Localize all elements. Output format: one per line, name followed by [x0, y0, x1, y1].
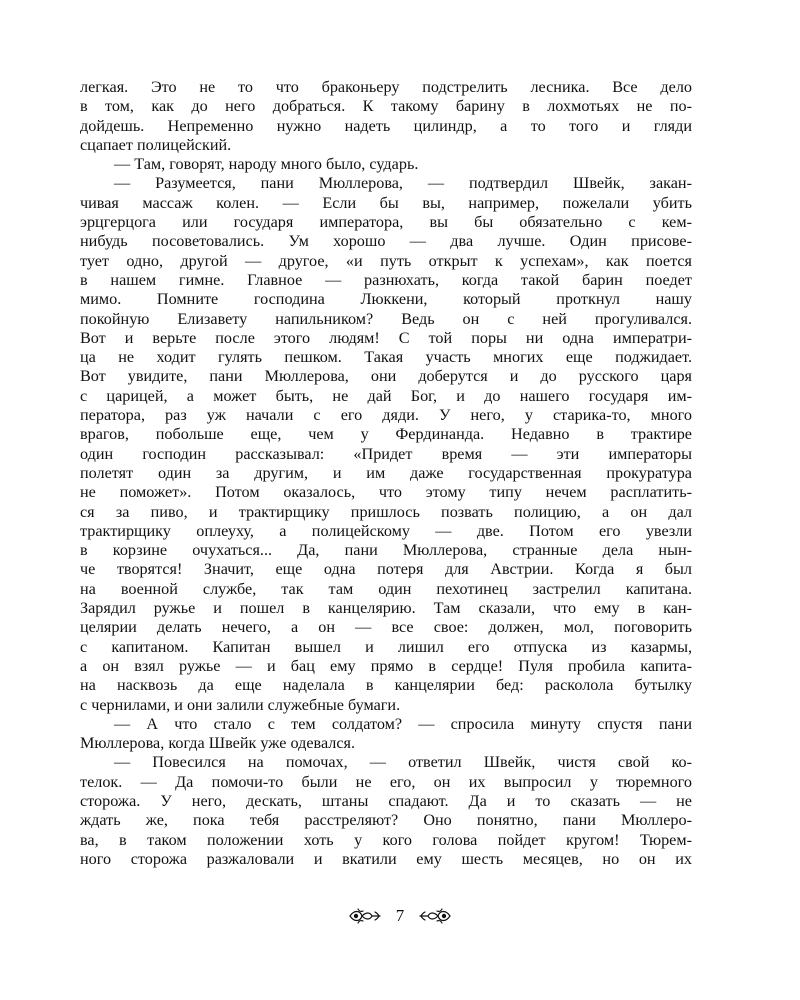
- text-line: Вот и верьте после этого людям! С той поры ни одна императри-: [80, 328, 692, 347]
- text-line: — Разумеется, пани Мюллерова, — подтвердил Швейк, закан-: [114, 174, 692, 193]
- text-line: тует одно, другой — другое, «и путь открыт к успехам», как поется: [80, 251, 692, 270]
- text-line: чивая массаж колен. — Если бы вы, например, пожелали убить: [80, 193, 692, 212]
- text-line: ва, в таком положении хоть у кого голова пойдет кругом! Тюрем-: [80, 830, 692, 849]
- text-line: в том, как до него добраться. К такому барину в лохмотьях не по-: [80, 97, 692, 116]
- text-line: Зарядил ружье и пошел в канцелярию. Там сказали, что ему в кан-: [80, 599, 692, 618]
- book-page-text: [80, 78, 692, 869]
- text-line: а он взял ружье — и бац ему прямо в сердце! Пуля пробила капита-: [80, 656, 692, 675]
- text-line: на насквозь да еще наделала в канцелярии бед: расколола бутылку: [80, 676, 692, 695]
- page-number: 7: [395, 906, 405, 925]
- text-line: трактирщику оплеуху, а полицейскому — две. Потом его увезли: [80, 521, 692, 540]
- text-line: — А что стало с тем солдатом? — спросила минуту спустя пани: [114, 714, 692, 733]
- text-line: сторожа. У него, дескать, штаны спадают. Да и то сказать — не: [80, 791, 692, 810]
- text-line: целярии делать нечего, а он — все свое: должен, мол, поговорить: [80, 618, 692, 637]
- text-line: с царицей, а может быть, не дай Бог, и до нашего государя им-: [80, 386, 692, 405]
- text-line: че творятся! Значит, еще одна потеря для Австрии. Когда я был: [80, 560, 692, 579]
- text-line: нибудь посоветовались. Ум хорошо — два лучше. Один присове-: [80, 232, 692, 251]
- text-line: в корзине очухаться... Да, пани Мюллерова, странные дела нын-: [80, 541, 692, 560]
- text-line: с капитаном. Капитан вышел и лишил его отпуска из казармы,: [80, 637, 692, 656]
- text-line: один господин рассказывал: «Придет время — эти императоры: [80, 444, 692, 463]
- text-line: — Там, говорят, народу много было, сударь.: [114, 155, 419, 174]
- text-line: ца не ходит гулять пешком. Такая участь многих еще поджидает.: [80, 348, 692, 367]
- text-line: эрцгерцога или государя императора, вы бы обязательно с кем-: [80, 213, 692, 232]
- text-line: врагов, побольше еще, чем у Фердинанда. Недавно в трактире: [80, 425, 692, 444]
- fleuron-ornament-right-icon: [418, 906, 452, 926]
- text-line: ждать же, пока тебя расстреляют? Оно понятно, пани Мюллеро-: [80, 811, 692, 830]
- text-line: — Повесился на помочах, — ответил Швейк, чистя свой ко-: [114, 753, 692, 772]
- text-line: ся за пиво, и трактирщику пришлось позвать полицию, а он дал: [80, 502, 692, 521]
- text-line: покойную Елизавету напильником? Ведь он с ней прогуливался.: [80, 309, 692, 328]
- text-line: на военной службе, так там один пехотинец застрелил капитана.: [80, 579, 692, 598]
- text-line: полетят один за другим, и им даже государственная прокуратура: [80, 463, 692, 482]
- text-line: мимо. Помните господина Люккени, который проткнул нашу: [80, 290, 692, 309]
- text-line: сцапает полицейский.: [80, 135, 232, 154]
- text-line: в нашем гимне. Главное — разнюхать, когда такой барин поедет: [80, 270, 692, 289]
- text-line: Мюллерова, когда Швейк уже одевался.: [80, 734, 356, 753]
- text-line: ператора, раз уж начали с его дяди. У него, у старика-то, много: [80, 406, 692, 425]
- text-line: Вот увидите, пани Мюллерова, они доберутся и до русского царя: [80, 367, 692, 386]
- fleuron-ornament-left-icon: [348, 906, 382, 926]
- text-line: с чернилами, и они залили служебные бумаги.: [80, 695, 401, 714]
- text-line: телок. — Да помочи-то были не его, он их выпросил у тюремного: [80, 772, 692, 791]
- text-line: не поможет». Потом оказалось, что этому типу нечем расплатить-: [80, 483, 692, 502]
- text-line: дойдешь. Непременно нужно надеть цилиндр, а то того и гляди: [80, 116, 692, 135]
- page-footer: [0, 902, 800, 930]
- text-line: ного сторожа разжаловали и вкатили ему шесть месяцев, но он их: [80, 849, 692, 868]
- text-line: легкая. Это не то что браконьеру подстрелить лесника. Все дело: [80, 78, 692, 96]
